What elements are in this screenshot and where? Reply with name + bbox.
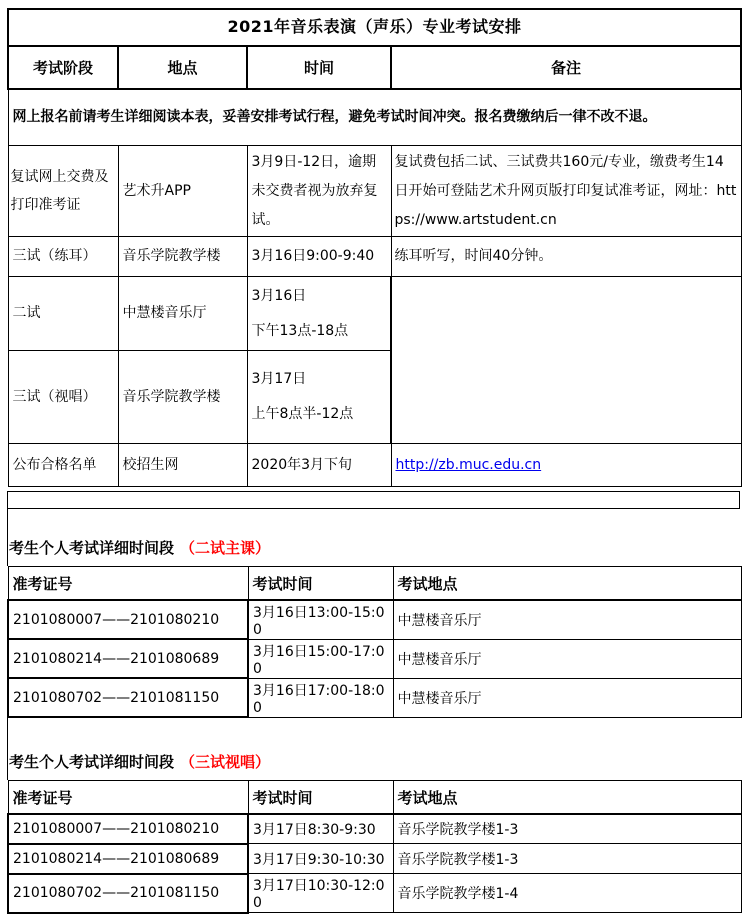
column-header-ticket-number: 准考证号 (8, 781, 248, 814)
cell-remark (391, 444, 741, 487)
table-row (8, 600, 741, 640)
cell-ticket-range: 2101080214——2101080689 (8, 639, 248, 678)
cell-exam-time: 3月17日10:30-12:00 (248, 874, 393, 913)
cell-exam-time: 3月17日9:30-10:30 (248, 844, 393, 874)
cell-exam-time: 3月17日8:30-9:30 (248, 814, 393, 844)
column-header-exam-time: 考试时间 (248, 567, 393, 600)
table-row-results (8, 444, 741, 487)
page-title: 2021年音乐表演（声乐）专业考试安排 (8, 9, 741, 46)
section-heading-text: 考生个人考试详细时间段 (9, 753, 175, 772)
time-date: 3月17日 (251, 371, 307, 388)
cell-stage: 公布合格名单 (8, 444, 118, 487)
title-row (8, 9, 741, 46)
table-row-ear-test (8, 237, 741, 277)
cell-location: 音乐学院教学楼 (118, 237, 247, 277)
cell-time: 3月16日9:00-9:40 (247, 237, 391, 277)
column-header-exam-location: 考试地点 (393, 567, 741, 600)
section-heading-tag: （三试视唱） (180, 753, 271, 772)
cell-time: 3月9日-12日，逾期未交费者视为放弃复试。 (247, 146, 391, 237)
cell-exam-location: 音乐学院教学楼1-3 (393, 814, 741, 844)
cell-location: 艺术升APP (118, 146, 247, 237)
table-row-second-round (8, 277, 741, 351)
table-row-payment (8, 146, 741, 237)
time-date: 3月16日 (251, 287, 307, 304)
table-row (8, 678, 741, 717)
cell-stage: 三试（练耳） (8, 237, 118, 277)
column-header-exam-location: 考试地点 (393, 781, 741, 814)
cell-ticket-range: 2101080214——2101080689 (8, 844, 248, 874)
column-header-ticket-number: 准考证号 (8, 567, 248, 600)
main-schedule-table (7, 8, 742, 487)
table-row (8, 814, 741, 844)
cell-exam-location: 中慧楼音乐厅 (393, 639, 741, 678)
time-range: 下午13点-18点 (251, 322, 349, 339)
column-header-time: 时间 (247, 46, 391, 89)
cell-stage: 二试 (8, 277, 118, 351)
section-heading-tag: （二试主课） (180, 539, 271, 558)
cell-ticket-range: 2101080007——2101080210 (8, 814, 248, 844)
cell-time: 2020年3月下旬 (247, 444, 391, 487)
cell-time (247, 351, 391, 444)
table-row (8, 874, 741, 913)
second-round-timeslot-table (7, 566, 742, 718)
column-header-exam-time: 考试时间 (248, 781, 393, 814)
registration-notice: 网上报名前请考生详细阅读本表，妥善安排考试行程，避免考试时间冲突。报名费缴纳后一律不改不退。 (8, 89, 741, 146)
sight-singing-timeslot-table (7, 780, 742, 914)
section-heading-second-round (9, 537, 270, 558)
column-header-location: 地点 (118, 46, 247, 89)
column-header-remark: 备注 (391, 46, 741, 89)
section-divider (7, 718, 741, 780)
cell-location: 中慧楼音乐厅 (118, 277, 247, 351)
cell-exam-location: 中慧楼音乐厅 (393, 678, 741, 717)
header-row (8, 781, 741, 814)
empty-spacer-row (7, 491, 740, 509)
section-heading-sight-singing (9, 751, 270, 772)
column-header-stage: 考试阶段 (8, 46, 118, 89)
cell-exam-location: 音乐学院教学楼1-4 (393, 874, 741, 913)
header-row (8, 567, 741, 600)
notice-row (8, 89, 741, 146)
time-range: 上午8点半-12点 (251, 406, 354, 423)
cell-remark-merged (391, 277, 741, 444)
cell-time (247, 277, 391, 351)
results-website-link[interactable]: http://zb.muc.edu.cn (395, 456, 542, 473)
table-row (8, 844, 741, 874)
section-heading-text: 考生个人考试详细时间段 (9, 539, 175, 558)
table-row (8, 639, 741, 678)
cell-stage: 复试网上交费及打印准考证 (8, 146, 118, 237)
section-divider (7, 509, 741, 566)
cell-exam-location: 中慧楼音乐厅 (393, 600, 741, 640)
cell-ticket-range: 2101080702——2101081150 (8, 874, 248, 913)
cell-remark: 练耳听写，时间40分钟。 (391, 237, 741, 277)
cell-stage: 三试（视唱） (8, 351, 118, 444)
cell-exam-time: 3月16日13:00-15:00 (248, 600, 393, 640)
cell-exam-time: 3月16日17:00-18:00 (248, 678, 393, 717)
cell-ticket-range: 2101080007——2101080210 (8, 600, 248, 640)
cell-remark: 复试费包括二试、三试费共160元/专业，缴费考生14日开始可登陆艺术升网页版打印复试准考证，网址：https://www.artstudent.cn (391, 146, 741, 237)
cell-location: 音乐学院教学楼 (118, 351, 247, 444)
cell-exam-location: 音乐学院教学楼1-3 (393, 844, 741, 874)
cell-exam-time: 3月16日15:00-17:00 (248, 639, 393, 678)
cell-ticket-range: 2101080702——2101081150 (8, 678, 248, 717)
header-row (8, 46, 741, 89)
cell-location: 校招生网 (118, 444, 247, 487)
